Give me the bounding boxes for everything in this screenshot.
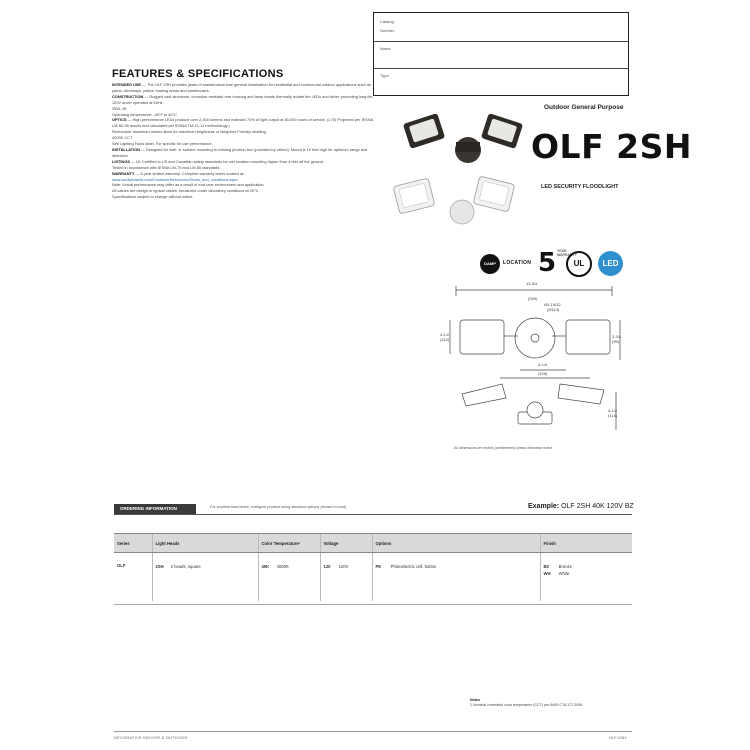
finish-option-white <box>544 570 633 577</box>
notes-row <box>374 41 628 69</box>
note-line-2: All values are design or typical values, measured under laboratory conditions at 25°C. <box>112 188 260 194</box>
dim-height-mm: (114) <box>440 337 450 342</box>
dim-center: Ø4-15/32 <box>544 302 561 307</box>
ul-listed-icon: UL <box>566 251 592 277</box>
listings-label: LISTINGS <box>112 158 130 164</box>
dim-center-mm: (Ø114) <box>547 307 560 312</box>
optics-text: — High-performance LEDs produce over 2,300 lumens and maintain 70% of light output at 50,000 hours of service. (L70) Projected per IESNA LM-80-08 results and calculated per IESNA TM-21-11 methodology.) <box>112 117 374 129</box>
voltage-cell <box>320 553 372 602</box>
voltage-code: 120 <box>323 564 331 569</box>
ordering-header-row <box>114 534 632 553</box>
dimension-diagram <box>440 280 630 450</box>
optics-paragraph <box>112 117 374 129</box>
dim-right-mm: (95) <box>612 339 620 344</box>
number-label: Number <box>380 28 395 33</box>
dim-height: 4-1/2 <box>440 332 450 337</box>
ordering-info-bar: ORDERING INFORMATION <box>114 504 196 514</box>
catalog-label: Catalog <box>380 19 394 24</box>
product-photo <box>380 112 530 240</box>
listings-line-2: Tested in accordance with IESNA LM-79 and LM-80 standards. <box>112 164 221 170</box>
ordering-table <box>114 533 632 601</box>
type-row <box>374 68 628 97</box>
header-voltage: Voltage <box>320 534 372 553</box>
installation-paragraph <box>112 147 374 159</box>
footnotes <box>470 698 583 708</box>
header-series: Series <box>114 534 152 553</box>
listings-text: — UL Certified to US and Canadian safety standards for wet location mounting higher than 4 feet off the ground. <box>129 158 324 164</box>
bronze-floodlight-image <box>403 113 523 163</box>
note-line-1: Note: Actual performance may differ as a result of end-user environment and application. <box>112 182 265 188</box>
options-text: Photoelectric cell, button <box>390 564 437 569</box>
notes-label: Notes <box>380 46 391 51</box>
optics-line-3: 4000K CCT. <box>112 135 133 141</box>
dim-right: 3-3/4 <box>612 334 622 339</box>
construction-label: CONSTRUCTION <box>112 93 144 99</box>
ordering-example <box>528 503 634 510</box>
example-value: OLF 2SH 40K 120V BZ <box>561 503 634 510</box>
features-body <box>112 82 374 200</box>
voltage-text: 120V <box>338 564 349 569</box>
note-line-3: Specifications subject to change without notice. <box>112 194 194 200</box>
finish-code-white: WH <box>543 571 551 576</box>
features-title: FEATURES & SPECIFICATIONS <box>112 68 284 80</box>
construction-line-2: 120V driver operates at 60Hz. <box>112 99 164 105</box>
dim-bottom-mm: (108) <box>538 371 548 376</box>
product-category: Outdoor General Purpose <box>544 104 624 111</box>
options-cell <box>372 553 540 602</box>
example-label: Example: <box>528 503 560 510</box>
finish-text-white: White <box>558 571 570 576</box>
light-heads-text: 2 heads, square <box>170 564 201 569</box>
color-temp-code: 40K <box>261 564 270 569</box>
finish-option-bronze <box>544 563 633 570</box>
construction-line-4: Operating temperature: -40°F to 40°C <box>112 111 177 117</box>
options-code: PE <box>375 564 382 569</box>
product-model: OLF 2SH <box>531 127 692 166</box>
intended-use-paragraph <box>112 82 374 94</box>
five-year-warranty-icon: 5 <box>538 248 557 278</box>
white-floodlight-image <box>393 176 515 224</box>
type-label: Type <box>380 73 389 78</box>
construction-text: — Rugged cast aluminum, corrosion-resistant rear housing and lamp heads thermally isolate the LEDs and driver promoting long life. <box>143 93 374 99</box>
warranty-text: — 5-year limited warranty. Complete warranty terms located at: <box>134 170 245 176</box>
construction-paragraph <box>112 94 374 100</box>
footer-divider <box>114 731 632 732</box>
dim-side-mm: (114) <box>608 413 618 418</box>
finish-cell <box>540 553 632 602</box>
installation-label: INSTALLATION <box>112 146 140 152</box>
warranty-label: WARRANTY <box>112 170 135 176</box>
ordering-divider <box>114 514 632 515</box>
header-options: Options <box>372 534 540 553</box>
header-finish: Finish <box>540 534 632 553</box>
catalog-number-row <box>374 15 628 41</box>
header-light-heads: Light Heads <box>152 534 258 553</box>
finish-code-bronze: BZ <box>543 564 550 569</box>
product-description: LED SECURITY FLOODLIGHT <box>541 184 619 190</box>
dimension-note: All dimensions are inches (centimeters) unless otherwise noted. <box>454 446 553 450</box>
table-bottom-divider <box>114 604 632 605</box>
light-heads-code: 2SH <box>155 564 164 569</box>
ordering-values-row <box>114 553 632 602</box>
footer-model-label: OLF-2SH <box>609 735 626 740</box>
series-code: OLF <box>117 563 126 568</box>
optics-line-2: Removable aluminum moves allow for maximum brightness or Neighbor Friendly shading. <box>112 129 267 135</box>
warranty-years-label: YEAR WARRANTY <box>557 249 577 257</box>
color-temp-text: 4000K <box>276 564 289 569</box>
notes-title: Notes <box>470 698 480 702</box>
led-icon: LED <box>598 251 623 276</box>
construction-line-3: 25W, 2ft. <box>112 105 128 111</box>
finish-text-bronze: Bronze <box>558 564 572 569</box>
installation-text: — Designed for wall- or surface mounting to existing junction box (provided by others). Mount is 10 feet high for optimum range and detection. <box>112 146 368 158</box>
dim-width-mm: (349) <box>528 296 538 301</box>
warranty-link[interactable]: www.acuitybrands.com/CustomerResources/Terms_and_conditions.aspx <box>112 176 238 182</box>
light-heads-cell <box>152 553 258 602</box>
catalog-info-box <box>373 12 629 96</box>
dim-width: 13-3/4 <box>526 281 538 286</box>
footer-section-label: DECORATIVE INDOOR & OUTDOOR <box>114 735 188 740</box>
optics-line-4: See Lighting Facts label. For specific for use performance. <box>112 141 213 147</box>
dim-bottom: 4-1/4 <box>538 362 548 367</box>
intended-use-text: — The OLF 2SH provides years of maintenance-free general illumination for residential and commercial outdoor applications such as yards, driveways, patios, loading areas and warehouses. <box>112 82 371 93</box>
optics-label: OPTICS <box>112 117 127 123</box>
damp-location-icon: DAMP <box>480 254 500 274</box>
series-cell <box>114 553 152 602</box>
location-label: LOCATION <box>503 260 532 266</box>
footnote-1: 1 Nominal correlated color temperature (CCT) per ANSI C78.377-2008. <box>470 703 584 707</box>
color-temp-cell <box>258 553 320 602</box>
intended-use-label: INTENDED USE <box>112 82 141 87</box>
ordering-note: For shortest lead times, configure product using standard options (shown in bold). <box>210 505 348 509</box>
certification-badges <box>480 245 640 285</box>
dim-side: 4-1/2 <box>608 408 618 413</box>
header-color-temp: Color Temperature¹ <box>258 534 320 553</box>
